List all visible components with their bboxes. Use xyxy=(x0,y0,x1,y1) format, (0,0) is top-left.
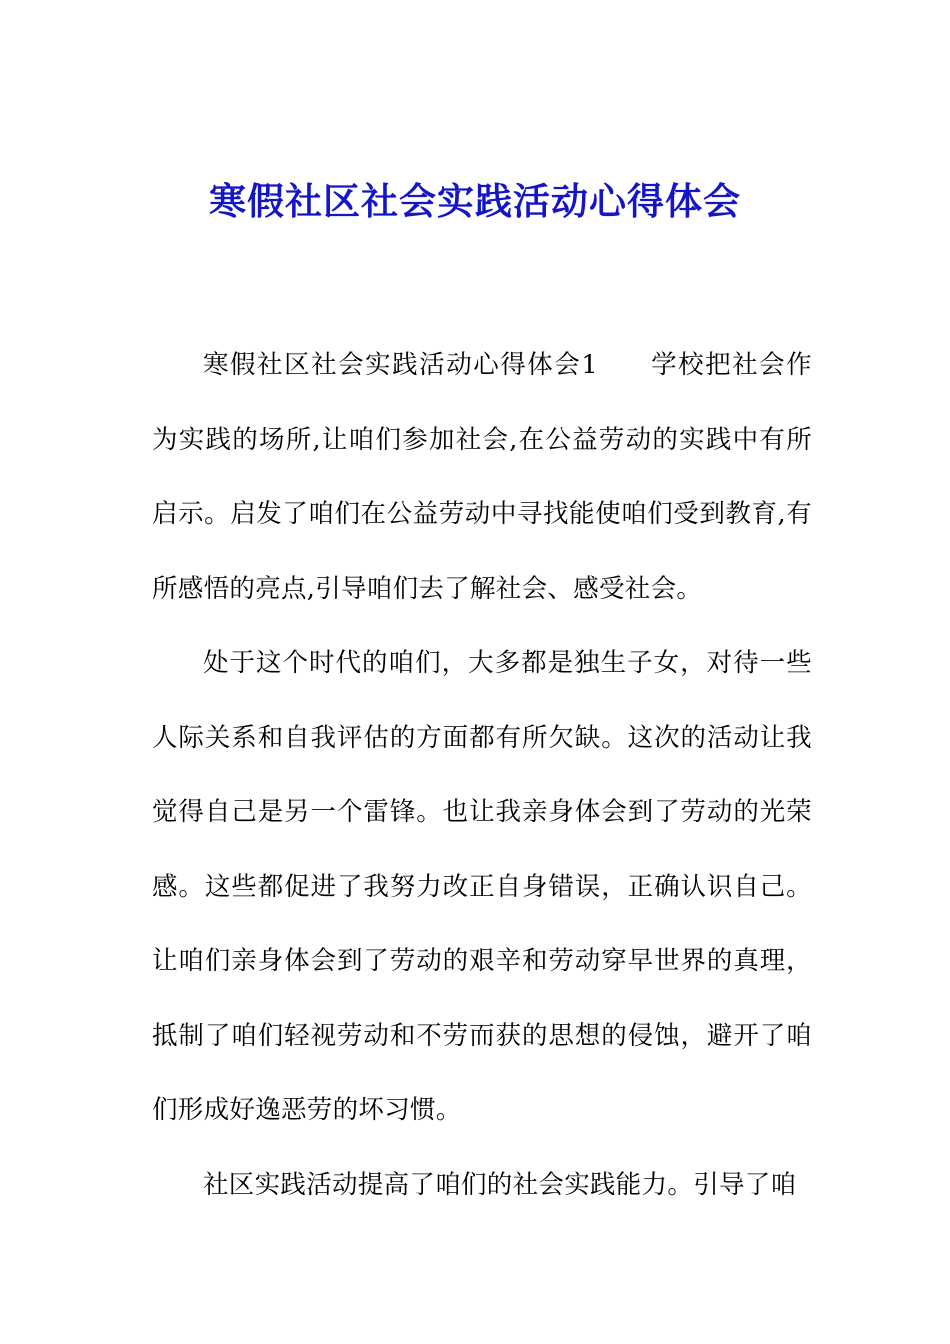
document-body xyxy=(152,328,812,1222)
paragraph-text: 处于这个时代的咱们，大多都是独生子女，对待一些人际关系和自我评估的方面都有所欠缺。这次的活动让我觉得自己是另一个雷锋。也让我亲身体会到了劳动的光荣感。这些都促进了我努力改正自身错误，正确认识自己。让咱们亲身体会到了劳动的艰辛和劳动穿早世界的真理，抵制了咱们轻视劳动和不劳而获的思想的侵蚀，避开了咱们形成好逸恶劳的坏习惯。 xyxy=(152,648,812,1125)
paragraph-2 xyxy=(152,626,812,1148)
document-title: 寒假社区社会实践活动心得体会 xyxy=(209,180,741,223)
paragraph-3 xyxy=(152,1148,812,1223)
paragraph-heading: 寒假社区社会实践活动心得体会1 xyxy=(203,350,598,380)
paragraph-text: 社区实践活动提高了咱们的社会实践能力。引导了咱 xyxy=(203,1169,797,1200)
paragraph-1 xyxy=(152,328,812,626)
paragraph-text: 学校把社会作为实践的场所,让咱们参加社会,在公益劳动的实践中有所启示。启发了咱们在公益劳动中寻找能使咱们受到教育,有所感悟的亮点,引导咱们去了解社会、感受社会。 xyxy=(152,350,812,604)
